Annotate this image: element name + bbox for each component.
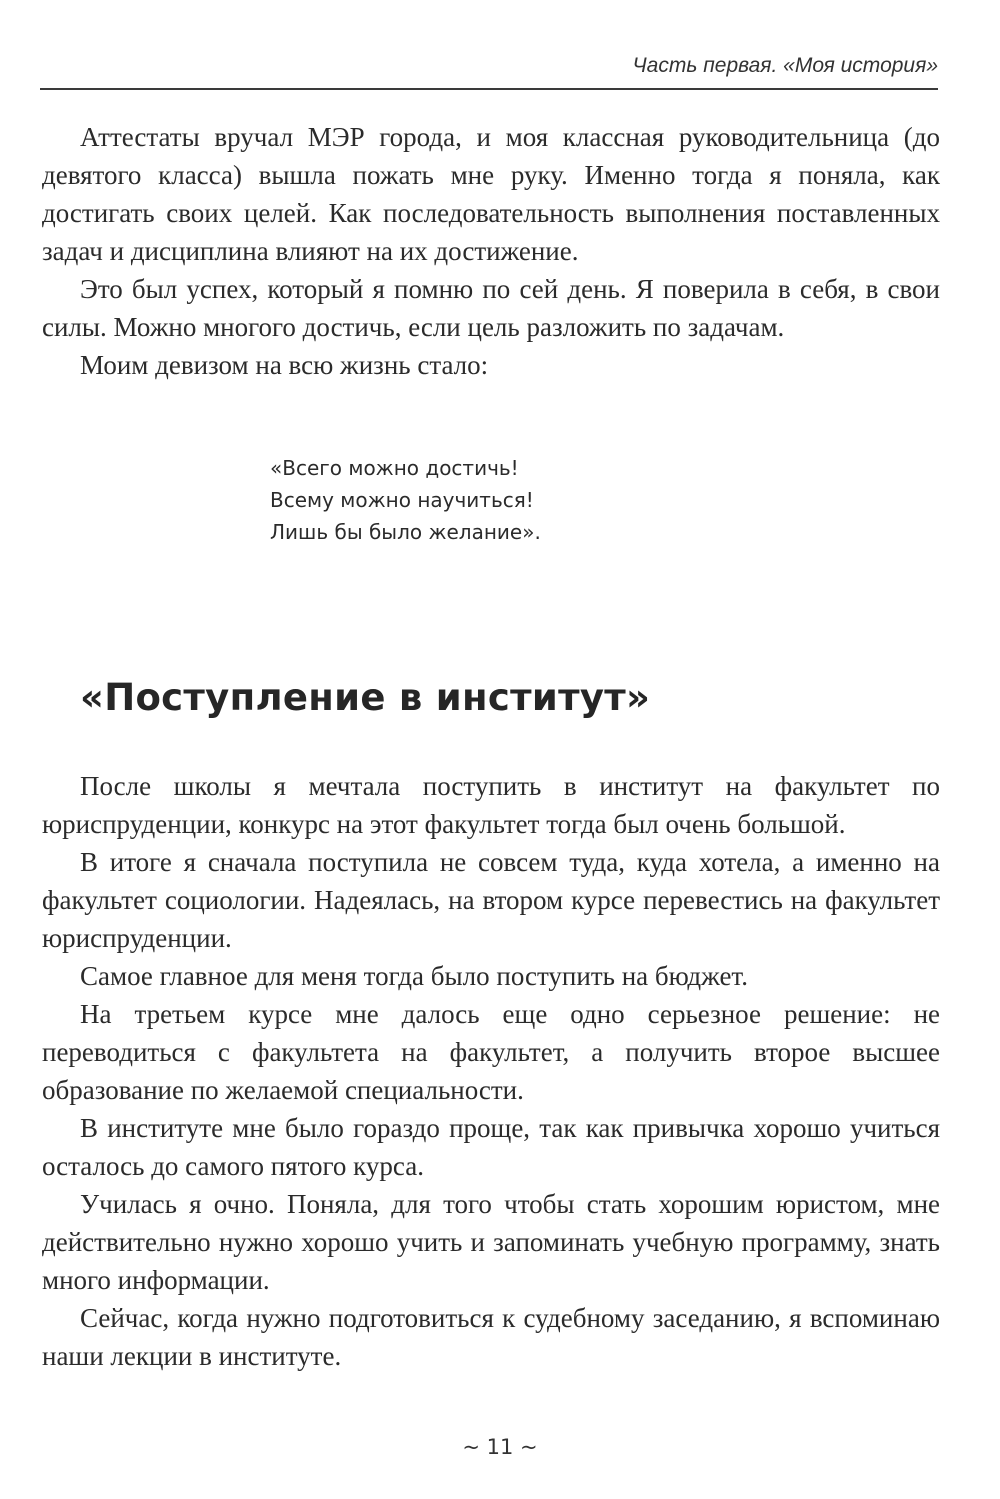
motto-quote: [270, 452, 541, 548]
section-title: «Поступление в институт»: [80, 676, 651, 719]
paragraph: В итоге я сначала поступила не совсем туда, куда хотела, а именно на факультет социологии. Надеялась, на втором курсе перевестись на факультет юриспруденции.: [42, 847, 940, 953]
page-number: ~ 11 ~: [462, 1435, 538, 1459]
motto-line: Лишь бы было желание».: [270, 520, 541, 544]
intro-text: [42, 118, 940, 384]
paragraph: Это был успех, который я помню по сей день. Я поверила в себя, в свои силы. Можно многого достичь, если цель разложить по задачам.: [42, 274, 940, 342]
motto-line: Всему можно научиться!: [270, 488, 534, 512]
running-header: Часть первая. «Моя история»: [632, 54, 938, 77]
paragraph: После школы я мечтала поступить в институт на факультет по юриспруденции, конкурс на этот факультет тогда был очень большой.: [42, 771, 940, 839]
paragraph: Училась я очно. Поняла, для того чтобы стать хорошим юристом, мне действительно нужно хорошо учить и запоминать учебную программу, знать много информации.: [42, 1189, 940, 1295]
paragraph: В институте мне было гораздо проще, так как привычка хорошо учиться осталось до самого пятого курса.: [42, 1113, 940, 1181]
paragraph: Сейчас, когда нужно подготовиться к судебному заседанию, я вспоминаю наши лекции в институте.: [42, 1303, 940, 1371]
paragraph: Аттестаты вручал МЭР города, и моя классная руководительница (до девятого класса) вышла пожать мне руку. Именно тогда я поняла, как достигать своих целей. Как последовательность выполнения поставленных задач и дисциплина влияют на их достижение.: [42, 122, 940, 266]
paragraph: На третьем курсе мне далось еще одно серьезное решение: не переводиться с факультета на факультет, а получить второе высшее образование по желаемой специальности.: [42, 999, 940, 1105]
motto-line: «Всего можно достичь!: [270, 456, 519, 480]
paragraph: Моим девизом на всю жизнь стало:: [80, 350, 489, 380]
paragraph: Самое главное для меня тогда было поступить на бюджет.: [80, 961, 748, 991]
header-rule: [40, 88, 938, 90]
section-text: [42, 767, 940, 1375]
